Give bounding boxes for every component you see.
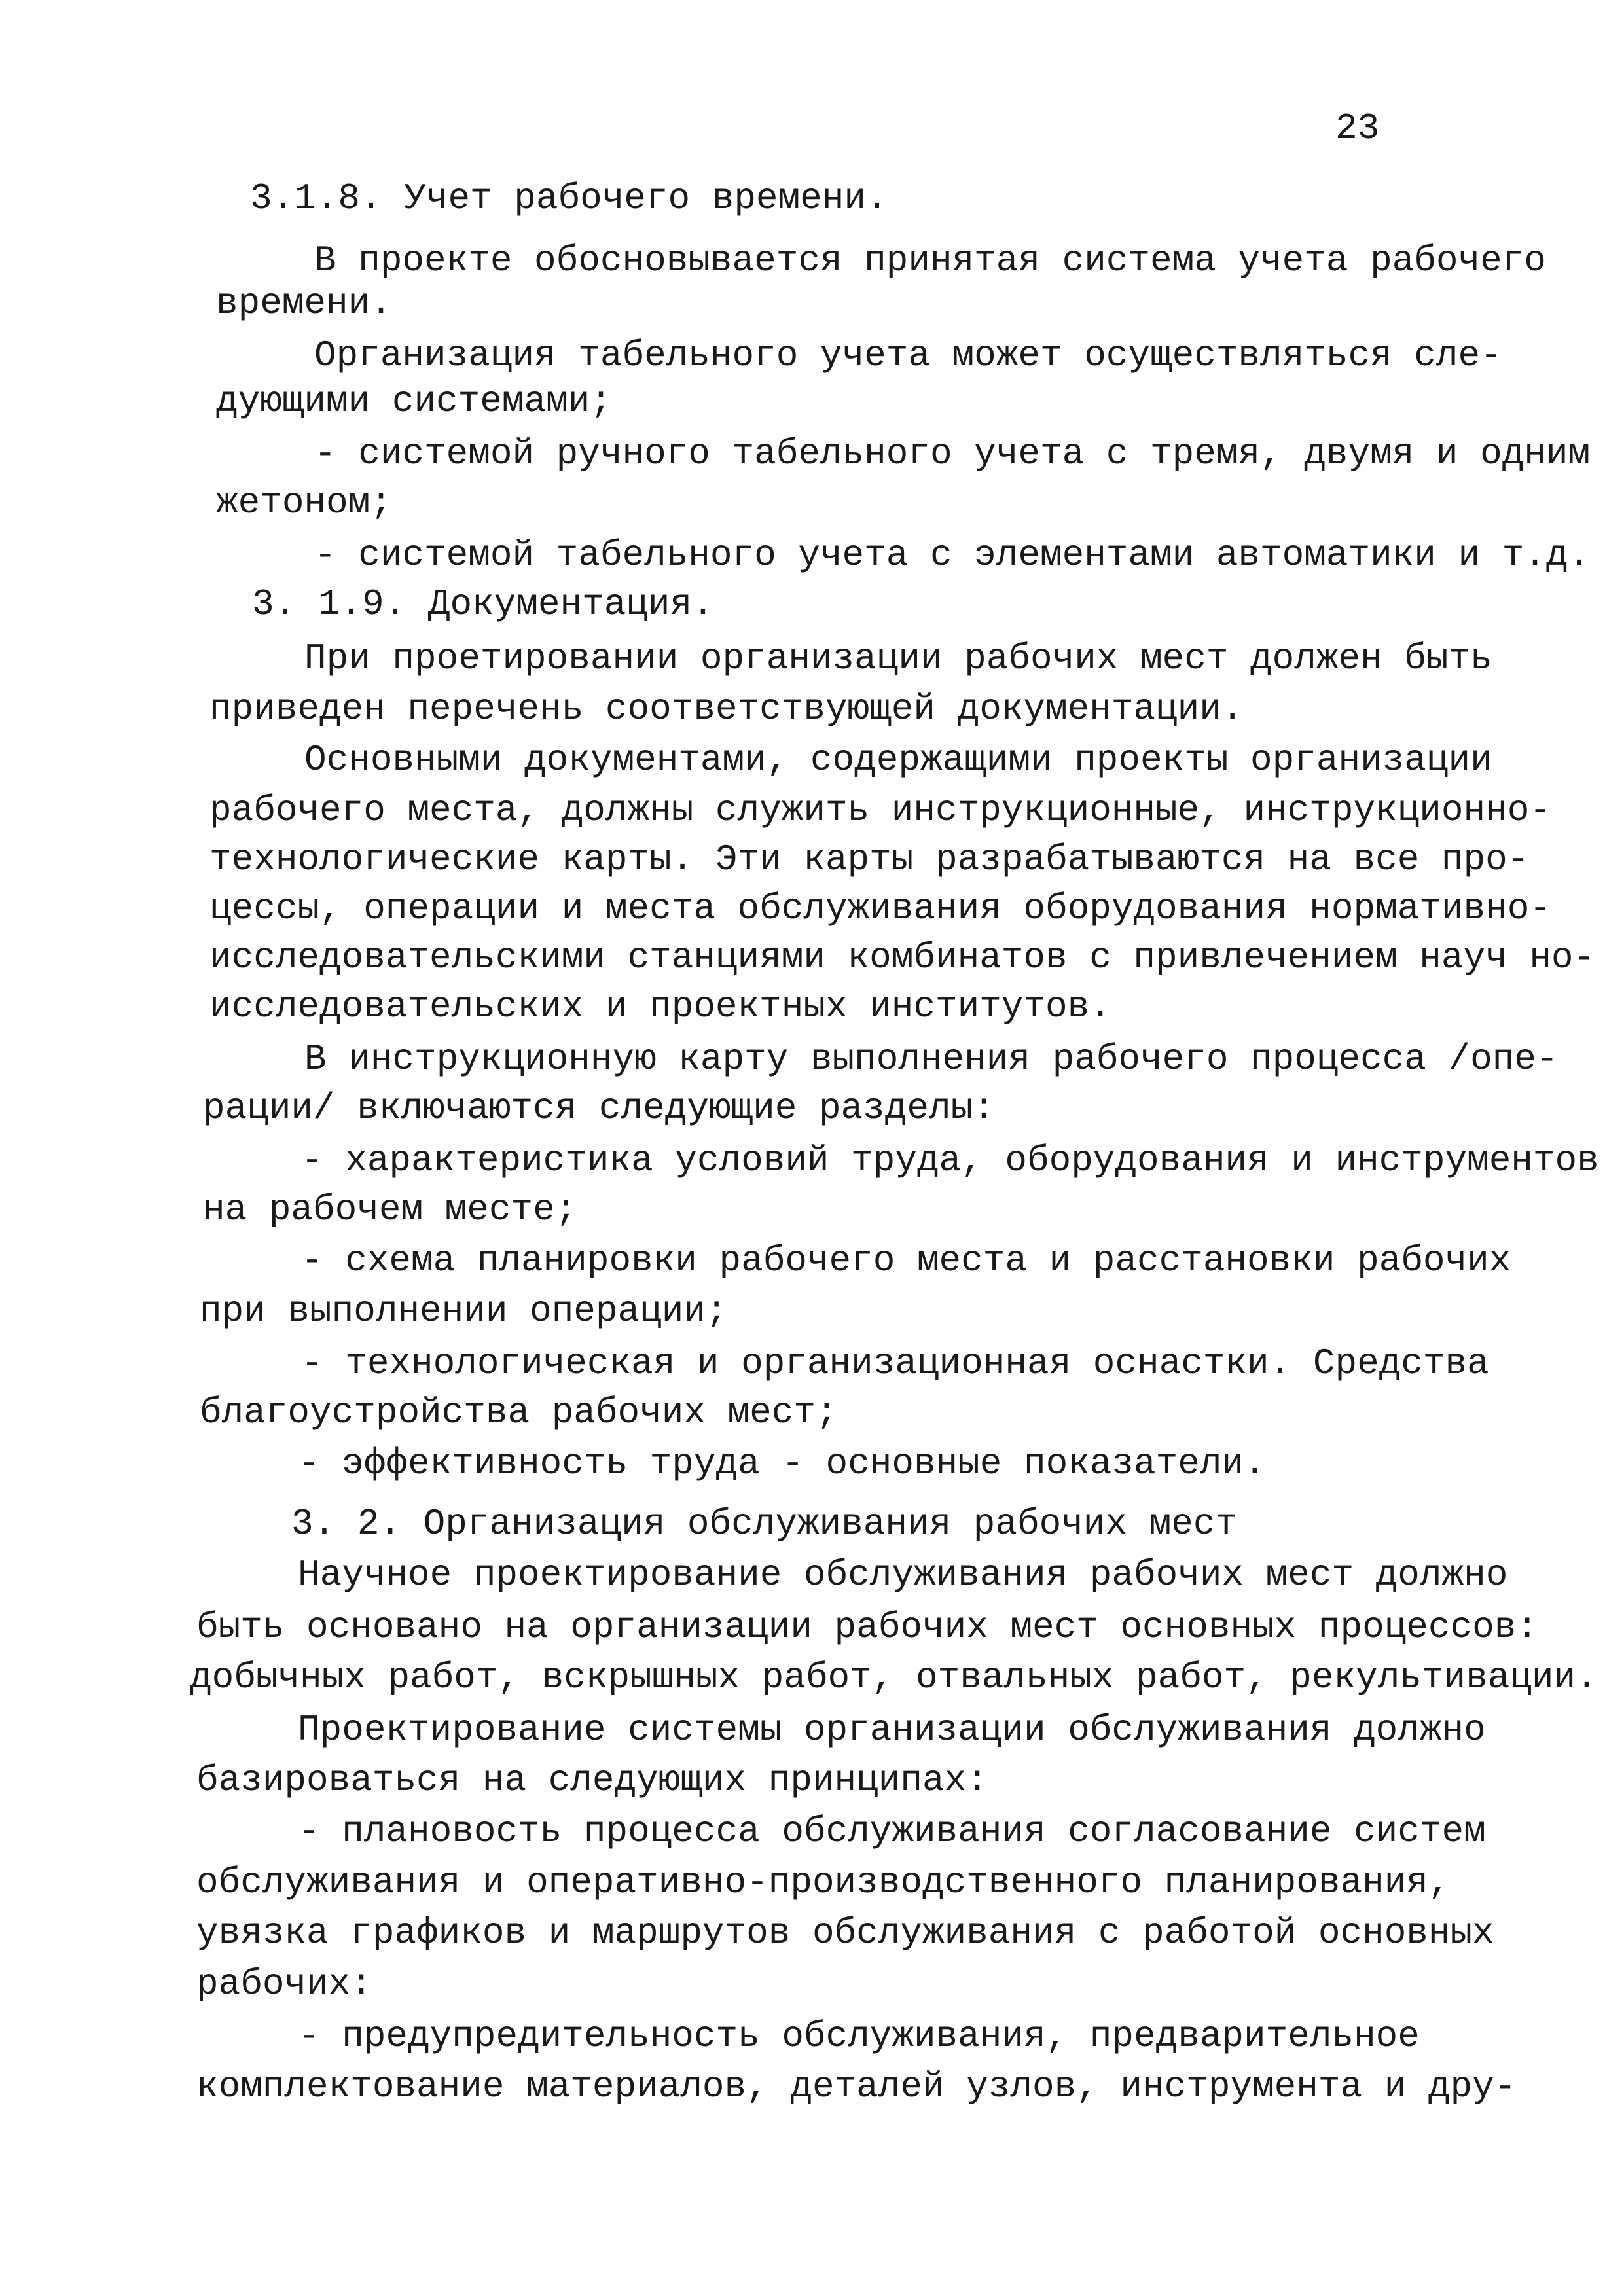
section-heading-3-1-9: 3. 1.9. Документация. bbox=[252, 583, 714, 625]
text-line: быть основано на организации рабочих мест основных процессов: bbox=[196, 1606, 1538, 1648]
text-line: увязка графиков и маршрутов обслуживания с работой основных bbox=[196, 1912, 1494, 1954]
section-heading-3-2: 3. 2. Организация обслуживания рабочих мест bbox=[291, 1503, 1238, 1545]
text-line: дующими системами; bbox=[216, 380, 612, 422]
text-line: исследовательских и проектных институтов. bbox=[209, 986, 1111, 1028]
text-line: обслуживания и оперативно-производственного планирования, bbox=[196, 1861, 1451, 1903]
list-item: - плановость процесса обслуживания согласование систем bbox=[298, 1810, 1486, 1852]
text-line: базироваться на следующих принципах: bbox=[196, 1759, 988, 1801]
text-line: рации/ включаются следующие разделы: bbox=[203, 1087, 995, 1129]
list-item: - схема планировки рабочего места и расстановки рабочих bbox=[301, 1240, 1511, 1282]
page-number: 23 bbox=[1335, 107, 1380, 149]
list-item: - системой ручного табельного учета с тремя, двумя и одним bbox=[314, 433, 1591, 475]
text-line: цессы, операции и места обслуживания оборудования нормативно- bbox=[209, 888, 1551, 929]
text-line: при выполнении операции; bbox=[200, 1290, 728, 1332]
list-item: - эффективность труда - основные показатели. bbox=[298, 1443, 1266, 1484]
text-line: Проектирование системы организации обслуживания должно bbox=[298, 1709, 1486, 1751]
text-line: В инструкционную карту выполнения рабочего процесса /опе- bbox=[304, 1038, 1559, 1080]
text-line: благоустройства рабочих мест; bbox=[200, 1391, 838, 1433]
text-line: рабочих: bbox=[196, 1963, 372, 2005]
list-item: - характеристика условий труда, оборудования и инструментов bbox=[301, 1139, 1599, 1181]
text-line: В проекте обосновывается принятая система учета рабочего bbox=[314, 240, 1546, 281]
text-line: Научное проектирование обслуживания рабочих мест должно bbox=[298, 1554, 1508, 1596]
text-line: Основными документами, содержащими проекты организации bbox=[304, 739, 1492, 781]
text-line: рабочего места, должны служить инструкционные, инструкционно- bbox=[209, 789, 1551, 831]
text-line: исследовательскими станциями комбинатов с привлечением науч но- bbox=[209, 937, 1596, 978]
text-line: на рабочем месте; bbox=[203, 1189, 577, 1230]
text-line: Организация табельного учета может осуществляться сле- bbox=[314, 334, 1502, 376]
list-item: - системой табельного учета с элементами автоматики и т.д. bbox=[314, 534, 1591, 576]
text-line: жетоном; bbox=[216, 482, 392, 524]
text-line: добычных работ, вскрышных работ, отвальных работ, рекультивации. bbox=[190, 1657, 1598, 1698]
text-line: технологические карты. Эти карты разрабатываются на все про- bbox=[209, 838, 1530, 880]
text-line: комплектование материалов, деталей узлов, инструмента и дру- bbox=[196, 2066, 1517, 2108]
text-line: времени. bbox=[216, 282, 392, 324]
list-item: - технологическая и организационная оснастки. Средства bbox=[301, 1342, 1489, 1384]
text-line: приведен перечень соответствующей документации. bbox=[209, 688, 1244, 730]
text-line: При проетировании организации рабочих мест должен быть bbox=[304, 637, 1492, 679]
section-heading-3-1-8: 3.1.8. Учет рабочего времени. bbox=[250, 177, 888, 219]
list-item: - предупредительность обслуживания, предварительное bbox=[298, 2015, 1420, 2057]
